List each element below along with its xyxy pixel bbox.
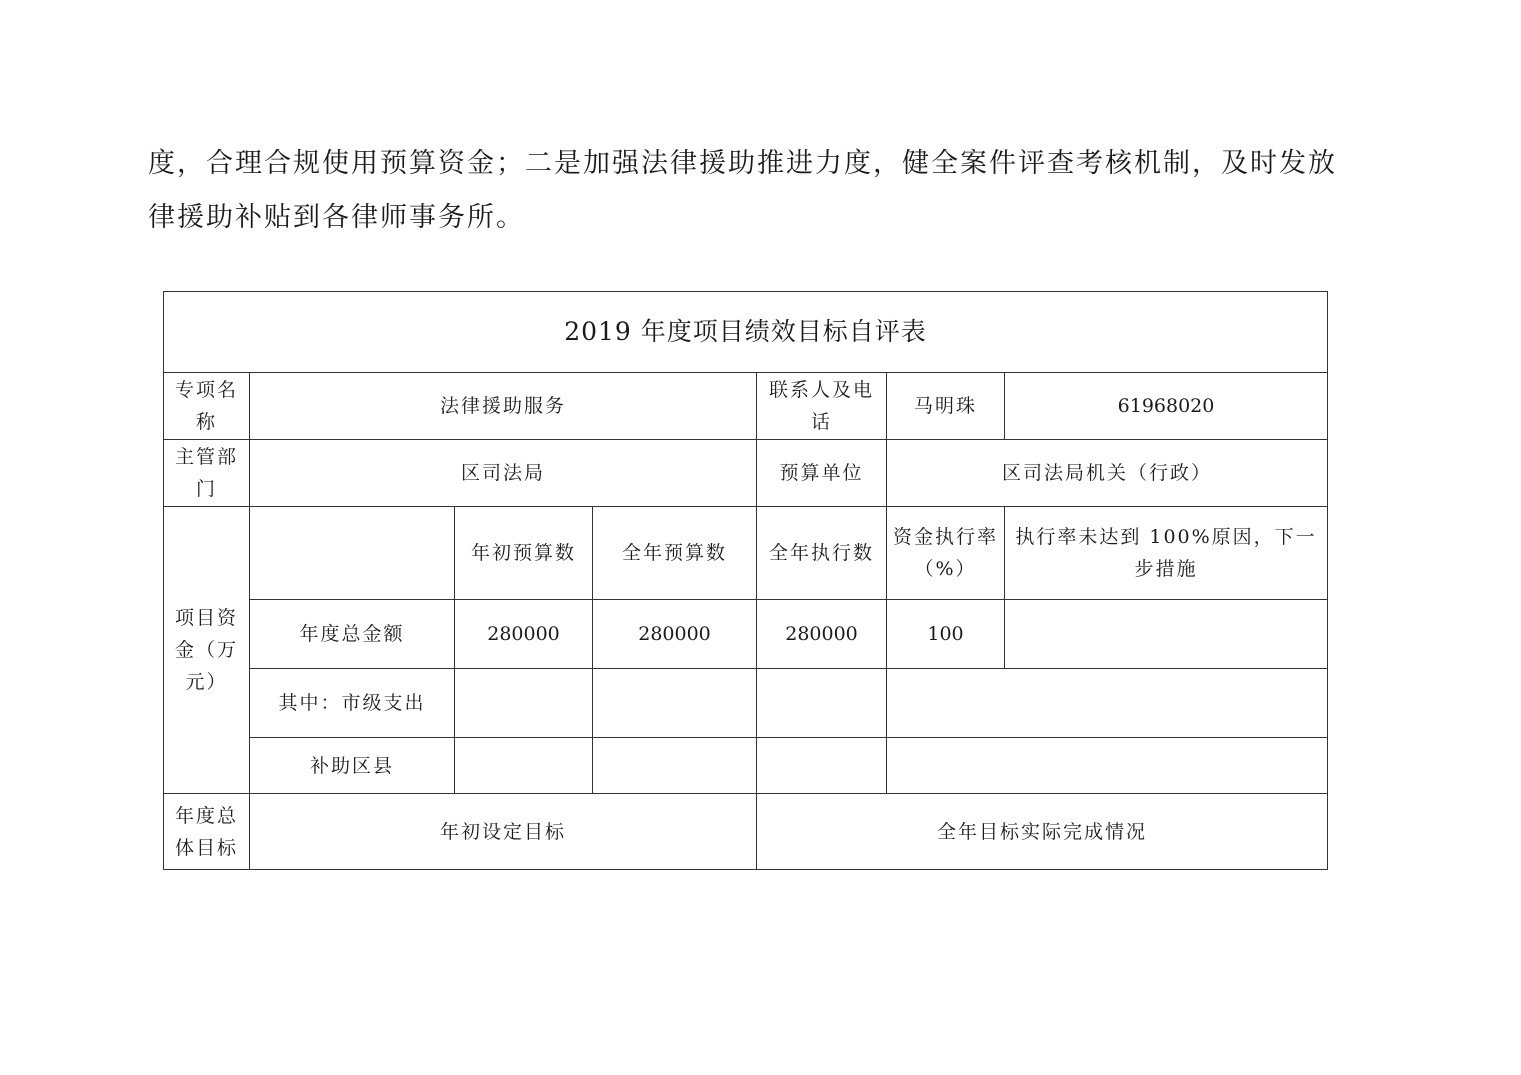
paragraph-line-2: 律援助补贴到各律师事务所。 (148, 202, 525, 233)
contact-phone: 61968020 (1005, 373, 1328, 440)
funds-header-blank (250, 507, 455, 600)
project-name-label: 专项名称 (164, 373, 250, 440)
budget-unit-value: 区司法局机关（行政） (887, 440, 1328, 507)
contact-name: 马明珠 (887, 373, 1005, 440)
row-county-annual-execution (757, 738, 887, 794)
performance-evaluation-table (163, 291, 1328, 870)
row-total-execution-rate: 100 (887, 600, 1005, 669)
row-county-initial-budget (455, 738, 593, 794)
row-city-initial-budget (455, 669, 593, 738)
row-county-rest (887, 738, 1328, 794)
row-city-annual-budget (593, 669, 757, 738)
header-initial-budget: 年初预算数 (455, 507, 593, 600)
header-execution-rate: 资金执行率（%） (887, 507, 1005, 600)
row-total-annual-execution: 280000 (757, 600, 887, 669)
project-name-value: 法律援助服务 (250, 373, 757, 440)
header-annual-budget: 全年预算数 (593, 507, 757, 600)
dept-label: 主管部门 (164, 440, 250, 507)
contact-label: 联系人及电话 (757, 373, 887, 440)
budget-unit-label: 预算单位 (757, 440, 887, 507)
dept-value: 区司法局 (250, 440, 757, 507)
row-city-annual-execution (757, 669, 887, 738)
row-total-initial-budget: 280000 (455, 600, 593, 669)
row-city-label: 其中：市级支出 (250, 669, 455, 738)
row-county-label: 补助区县 (250, 738, 455, 794)
table-title: 2019 年度项目绩效目标自评表 (164, 292, 1328, 373)
row-total-annual-budget: 280000 (593, 600, 757, 669)
funds-label: 项目资金（万元） (164, 507, 250, 794)
goals-actual: 全年目标实际完成情况 (757, 794, 1328, 870)
row-city-rest (887, 669, 1328, 738)
row-total-reason (1005, 600, 1328, 669)
paragraph-line-1: 度，合理合规使用预算资金；二是加强法律援助推进力度，健全案件评查考核机制，及时发放 (148, 148, 1337, 179)
header-annual-execution: 全年执行数 (757, 507, 887, 600)
goals-label: 年度总体目标 (164, 794, 250, 870)
goals-initial: 年初设定目标 (250, 794, 757, 870)
header-reason: 执行率未达到 100%原因，下一步措施 (1005, 507, 1328, 600)
row-total-label: 年度总金额 (250, 600, 455, 669)
row-county-annual-budget (593, 738, 757, 794)
